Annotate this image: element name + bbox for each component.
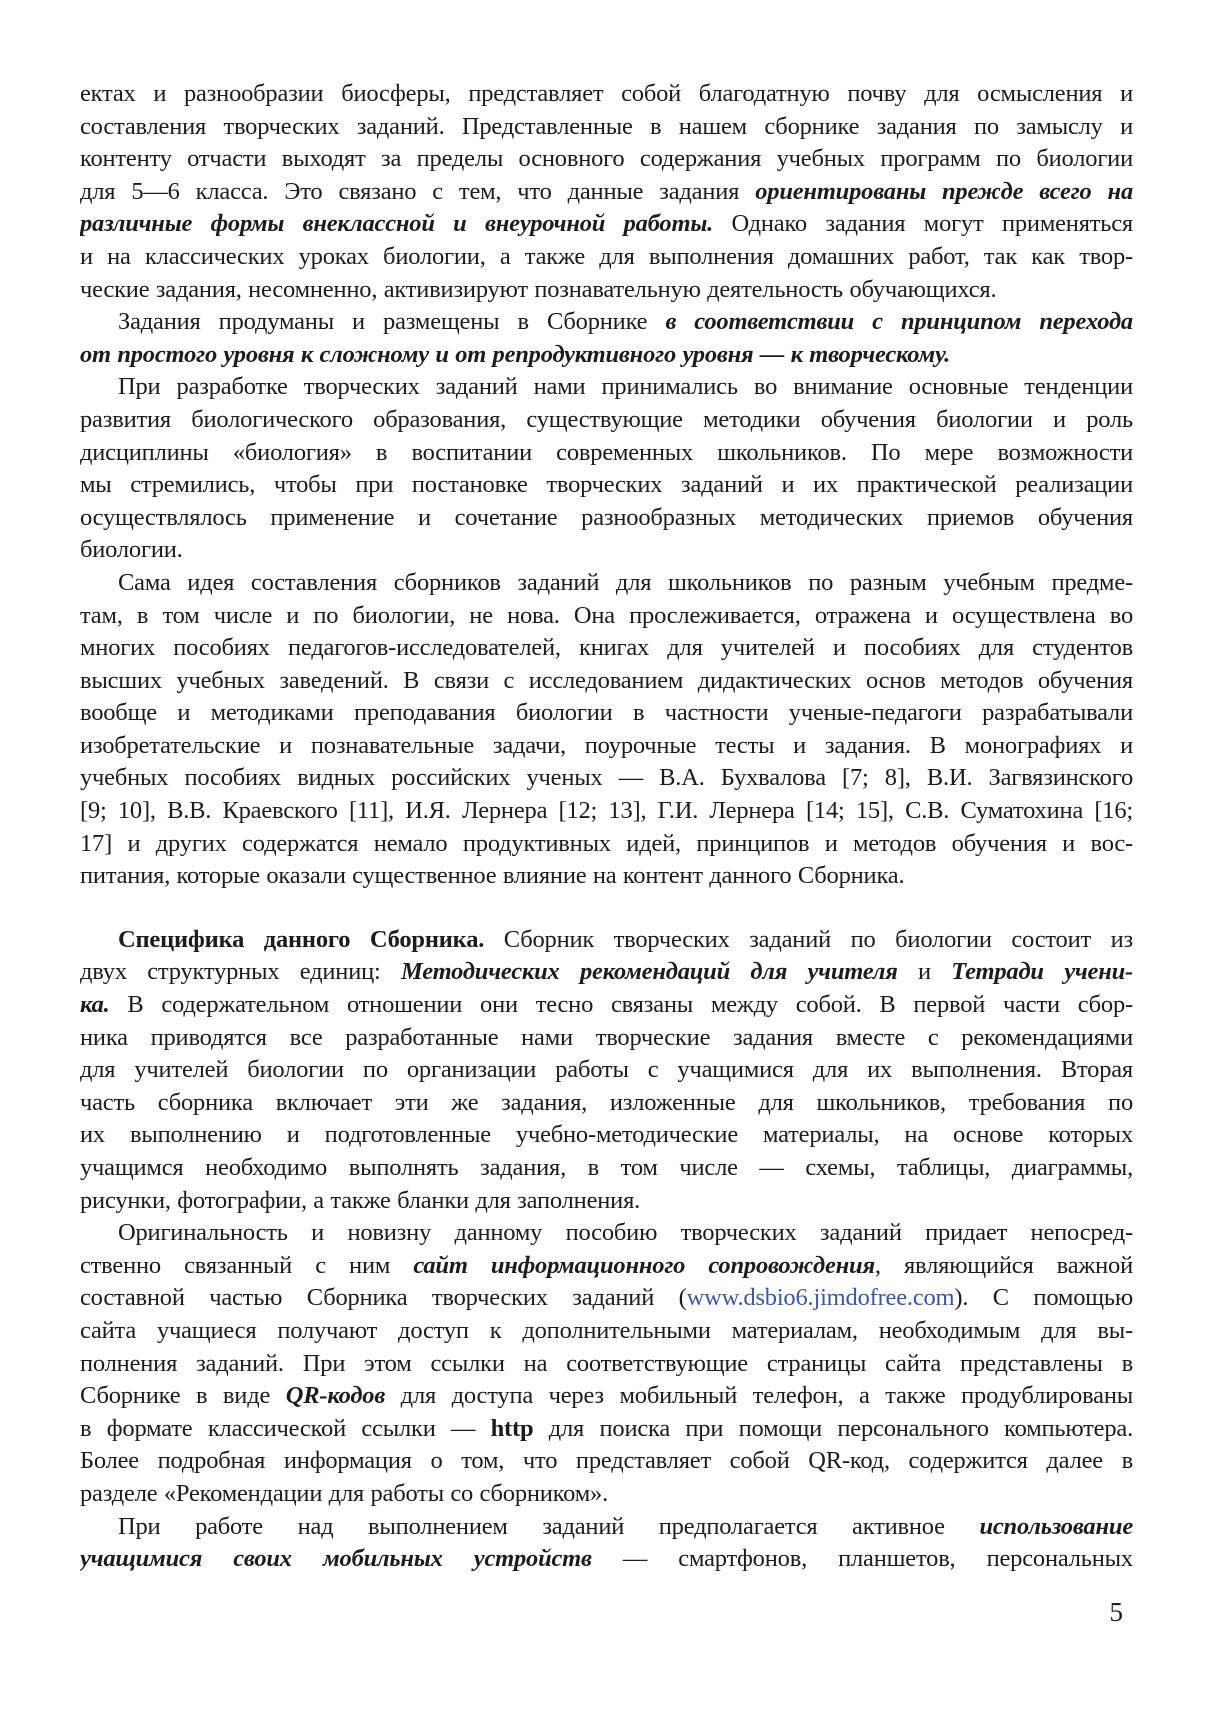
text-line <box>80 1413 1133 1446</box>
text-line <box>80 111 1133 144</box>
text-run: Сама идея составления сборников заданий для школьников по разным учебным предме- <box>118 568 1133 596</box>
text-line <box>80 956 1133 989</box>
paragraph <box>80 1511 1133 1576</box>
website-link[interactable]: www.dsbio6.jimdofree.com <box>686 1284 955 1312</box>
text-line <box>80 989 1133 1022</box>
paragraph <box>80 371 1133 567</box>
text-line <box>80 1250 1133 1283</box>
text-line <box>80 534 1133 567</box>
text-run: в соответствии с принципом перехода <box>665 308 1133 336</box>
text-run: 17] и других содержатся немало продуктивных идей, принципов и методов обучения и вос- <box>80 829 1133 857</box>
text-line <box>80 143 1133 176</box>
text-line <box>80 1119 1133 1152</box>
text-run: сайт информационного сопровождения <box>413 1251 875 1279</box>
text-run: ника приводятся все разработанные нами творческие задания вместе с рекомендациями <box>80 1023 1133 1051</box>
text-line <box>80 469 1133 502</box>
text-run: многих пособиях педагогов-исследователей, книгах для учителей и пособиях для студентов <box>80 634 1133 662</box>
text-run: для доступа через мобильный телефон, а также продублированы <box>385 1382 1133 1410</box>
text-line <box>80 795 1133 828</box>
text-line <box>80 567 1133 600</box>
text-run: сайта учащиеся получают доступ к дополнительными материалам, необходимым для вы- <box>80 1316 1133 1344</box>
text-line <box>80 339 1133 372</box>
text-line <box>80 1217 1133 1250</box>
text-run: ка. <box>80 991 110 1019</box>
paragraph <box>80 567 1133 893</box>
text-run: контенту отчасти выходят за пределы основного содержания учебных программ по биологии <box>80 145 1133 173</box>
text-run: Сборнике в виде <box>80 1382 286 1410</box>
text-line <box>80 600 1133 633</box>
text-run: учащимися своих мобильных устройств <box>80 1545 592 1573</box>
text-line <box>80 208 1133 241</box>
text-run: в формате классической ссылки — <box>80 1414 491 1442</box>
text-run: QR-кодов <box>285 1382 386 1410</box>
paragraph <box>80 924 1133 1217</box>
paragraph <box>80 78 1133 306</box>
text-run: Специфика данного Сборника. <box>118 925 485 953</box>
text-run: дисциплины «биология» в воспитании современных школьников. По мере возможности <box>80 438 1133 466</box>
text-run: Методических рекомендаций для учителя <box>400 958 898 986</box>
text-run: В содержательном отношении они тесно связаны между собой. В первой части сбор- <box>109 991 1133 1019</box>
text-run: [9; 10], В.В. Краевского [11], И.Я. Лернера [12; 13], Г.И. Лернера [14; 15], С.В. Суматохина [16; <box>80 797 1133 825</box>
text-line <box>80 1511 1133 1544</box>
text-run: осуществлялось применение и сочетание разнообразных методических приемов обучения <box>80 503 1133 531</box>
text-line <box>80 828 1133 861</box>
text-run: питания, которые оказали существенное влияние на контент данного Сборника. <box>80 862 905 890</box>
text-line <box>80 860 1133 893</box>
text-run: рисунки, фотографии, а также бланки для заполнения. <box>80 1186 641 1214</box>
text-line <box>80 78 1133 111</box>
text-line <box>80 1054 1133 1087</box>
text-run: учащимся необходимо выполнять задания, в том числе — схемы, таблицы, диаграммы, <box>80 1154 1133 1181</box>
text-run: Однако задания могут применяться <box>713 210 1133 238</box>
text-line <box>80 306 1133 339</box>
text-line <box>80 502 1133 535</box>
text-run: изобретательские и познавательные задачи, поурочные тесты и задания. В монографиях и <box>80 731 1133 759</box>
text-run: ектах и разнообразии биосферы, представляет собой благодатную почву для осмысления и <box>80 80 1133 107</box>
text-run: учебных пособиях видных российских ученых — В.А. Бухвалова [7; 8], В.И. Загвязинского <box>80 764 1133 792</box>
text-line <box>80 1543 1133 1576</box>
text-run: — смартфонов, планшетов, персональных <box>591 1545 1133 1573</box>
text-run: часть сборника включает эти же задания, изложенные для школьников, требования по <box>80 1088 1133 1116</box>
text-line <box>80 632 1133 665</box>
text-run: для учителей биологии по организации работы с учащимися для их выполнения. Вторая <box>80 1056 1133 1084</box>
text-run: от простого уровня к сложному и от репродуктивного уровня — к творческому. <box>80 340 951 368</box>
text-run: для поиска при помощи персонального компьютера. <box>533 1414 1133 1442</box>
text-line <box>80 1445 1133 1478</box>
text-column <box>80 78 1133 1576</box>
paragraph <box>80 306 1133 371</box>
text-run: вообще и методиками преподавания биологии в частности ученые-педагоги разрабатывали <box>80 699 1133 727</box>
text-run: составления творческих заданий. Представленные в нашем сборнике задания по замыслу и <box>80 112 1133 140</box>
text-line <box>80 1380 1133 1413</box>
text-line <box>80 241 1133 274</box>
text-line <box>80 1282 1133 1315</box>
text-run: двух структурных единиц: <box>80 958 401 986</box>
text-line <box>80 176 1133 209</box>
text-run: развития биологического образования, существующие методики обучения биологии и роль <box>80 405 1133 433</box>
text-run: При работе над выполнением заданий предполагается активное <box>118 1512 980 1540</box>
paragraph <box>80 1217 1133 1510</box>
text-line <box>80 730 1133 763</box>
text-run: http <box>490 1414 534 1442</box>
text-line <box>80 1315 1133 1348</box>
text-line <box>80 404 1133 437</box>
text-run: полнения заданий. При этом ссылки на соответствующие страницы сайта представлены в <box>80 1349 1133 1377</box>
text-run: ческие задания, несомненно, активизируют познавательную деятельность обучающихся. <box>80 275 997 303</box>
text-run: разделе «Рекомендации для работы со сборником». <box>80 1479 609 1507</box>
text-run: Тетради учени- <box>951 958 1133 986</box>
text-line <box>80 1152 1133 1185</box>
text-run: там, в том числе и по биологии, не нова. Она прослеживается, отражена и осуществлена во <box>80 601 1133 629</box>
text-line <box>80 371 1133 404</box>
text-run: и на классических уроках биологии, а также для выполнения домашних работ, так как твор- <box>80 242 1133 270</box>
text-run: их выполнению и подготовленные учебно-методические материалы, на основе которых <box>80 1121 1133 1149</box>
text-run: и <box>897 958 952 986</box>
text-run: использование <box>979 1512 1133 1540</box>
text-line <box>80 762 1133 795</box>
text-run: мы стремились, чтобы при постановке творческих заданий и их практической реализации <box>80 471 1133 499</box>
text-line <box>80 1478 1133 1511</box>
text-run: , являющийся важной <box>874 1251 1133 1279</box>
page-number: 5 <box>1109 1597 1123 1627</box>
text-line <box>80 1087 1133 1120</box>
text-run: высших учебных заведений. В связи с исследованием дидактических основ методов обучения <box>80 666 1133 694</box>
text-run: различные формы внеклассной и внеурочной работы. <box>80 210 714 238</box>
text-run: Более подробная информация о том, что представляет собой QR-код, содержится далее в <box>80 1447 1133 1475</box>
text-run: При разработке творческих заданий нами принимались во внимание основные тенденции <box>118 373 1133 401</box>
text-run: Задания продуманы и размещены в Сборнике <box>118 308 666 336</box>
text-line <box>80 697 1133 730</box>
text-line <box>80 1185 1133 1218</box>
text-run: биологии. <box>80 536 183 564</box>
text-run: ориентированы прежде всего на <box>755 177 1133 205</box>
text-line <box>80 924 1133 957</box>
text-line <box>80 1348 1133 1381</box>
text-run: ). С помощью <box>954 1284 1133 1312</box>
text-run: Оригинальность и новизну данному пособию творческих заданий придает непосред- <box>118 1219 1133 1247</box>
text-line <box>80 1022 1133 1055</box>
text-run: составной частью Сборника творческих заданий ( <box>80 1284 687 1312</box>
text-line <box>80 274 1133 307</box>
text-run: для 5—6 класса. Это связано с тем, что данные задания <box>80 177 756 205</box>
text-line <box>80 665 1133 698</box>
text-run: Сборник творческих заданий по биологии состоит из <box>484 925 1133 953</box>
text-line <box>80 437 1133 470</box>
text-run: ственно связанный с ним <box>80 1251 414 1279</box>
